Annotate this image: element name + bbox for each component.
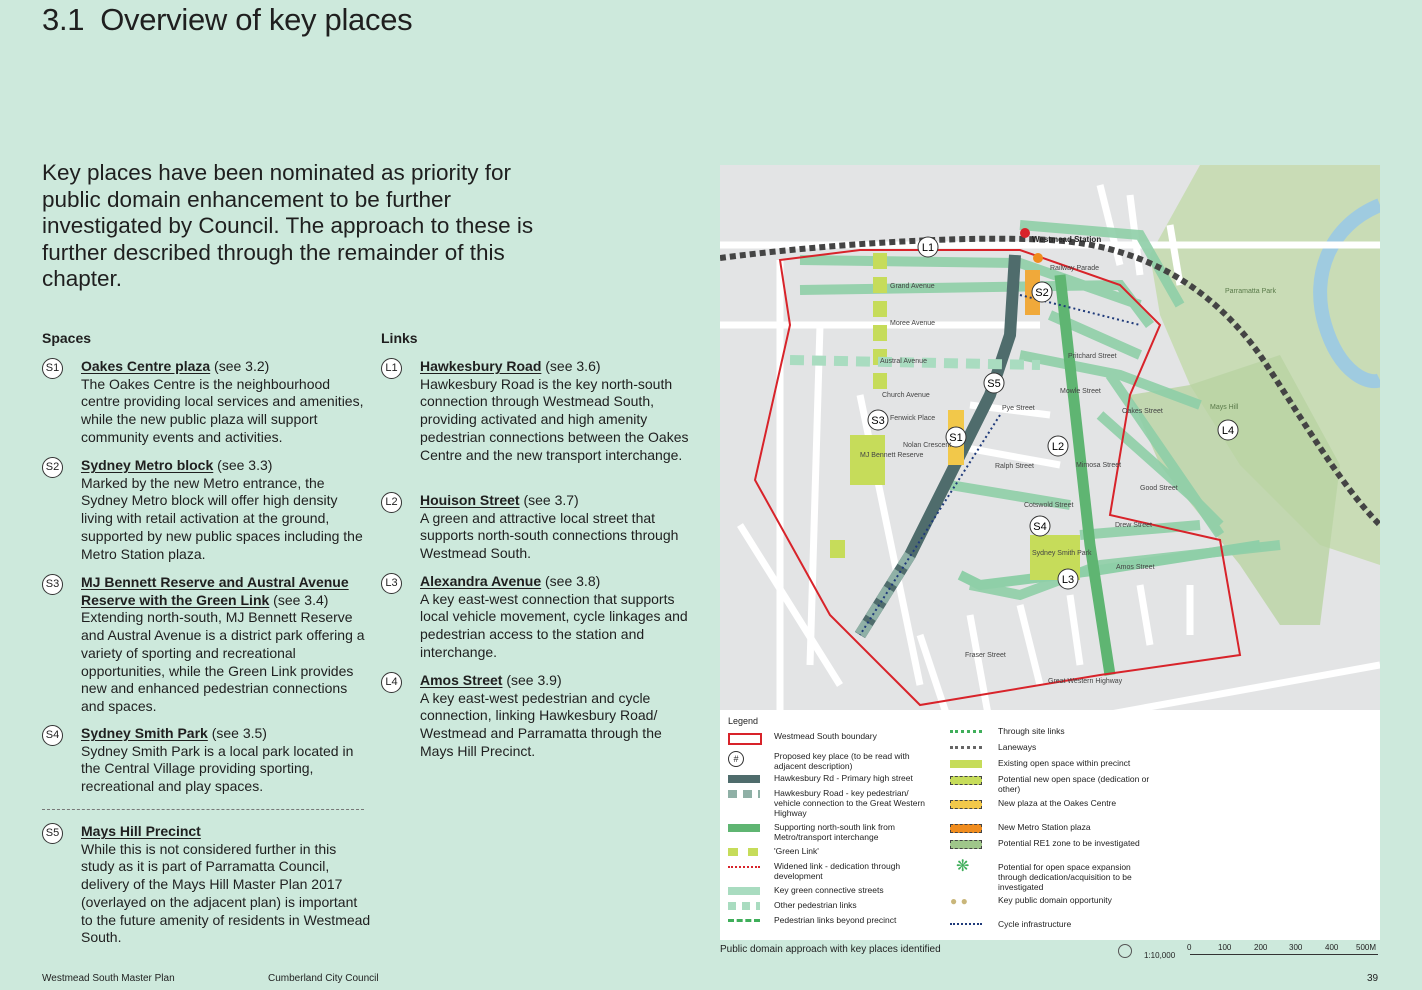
svg-text:Railway Parade: Railway Parade — [1050, 265, 1100, 272]
svg-text:Mowle Street: Mowle Street — [1060, 388, 1101, 395]
svg-text:Cotswold Street: Cotswold Street — [1024, 502, 1074, 509]
marker-s2[interactable] — [1032, 282, 1052, 302]
svg-text:Oakes Street: Oakes Street — [1122, 408, 1163, 415]
park-label: Parramatta Park — [1225, 288, 1276, 295]
s1-desc: The Oakes Centre is the neighbourhood centre providing local services and amenities, while the new public plaza will support community events and activities. — [81, 375, 364, 445]
map-caption: Public domain approach with key places identified — [720, 944, 941, 955]
page-number: 39 — [1367, 973, 1379, 984]
svg-text:Nolan Crescent: Nolan Crescent — [903, 442, 952, 449]
svg-text:Grand Avenue: Grand Avenue — [890, 283, 935, 290]
svg-text:S3: S3 — [871, 415, 885, 427]
s4-ref: (see 3.5) — [207, 725, 267, 741]
l1-link[interactable]: Hawkesbury Road — [420, 358, 542, 374]
s2-ref: (see 3.3) — [213, 457, 273, 473]
svg-text:Ralph Street: Ralph Street — [995, 463, 1034, 470]
scale-ratio: 1:10,000 — [1144, 951, 1176, 960]
marker-l3[interactable] — [918, 237, 938, 257]
open-space-parcel — [830, 540, 845, 558]
s4-link[interactable]: Sydney Smith Park — [81, 725, 208, 741]
l2-link[interactable]: Houison Street — [420, 492, 520, 508]
mays-hill-label: Mays Hill — [1210, 404, 1239, 411]
s1-link[interactable]: Oakes Centre plaza — [81, 358, 211, 374]
svg-text:L4: L4 — [1221, 425, 1235, 437]
space-entry-s4 — [45, 725, 371, 796]
footer-doc: Westmead South Master Plan — [42, 973, 175, 984]
dots-icon: ● ● — [950, 894, 968, 908]
s3-desc: Extending north-south, MJ Bennett Reserve and Austral Avenue is a district park offering a variety of sporting and recreational opportunities, while the Green Link provides new and enhanced pedestrian connections and spaces. — [81, 609, 365, 714]
svg-text:Mimosa Street: Mimosa Street — [1076, 462, 1122, 469]
s4-badge: S4 — [42, 725, 63, 746]
svg-text:L1: L1 — [921, 242, 935, 254]
legend-left-column: Westmead South boundary # Proposed key place (to be read with adjacent description) Hawkesbury Rd - Primary high street Hawkesbury Road - key pedestrian/ vehicle connection to the Great Western Highway Supporting north-south link from Metro/transport interchange 'Green Link' Widened link - dedication through development Key green connective streets Other pedestrian links Pedestrian links beyond precinct — [728, 731, 938, 930]
svg-text:Good Street: Good Street — [1140, 485, 1178, 492]
s5-badge: S5 — [42, 823, 63, 844]
link-entry-l1 — [385, 358, 695, 464]
svg-text:Austral Avenue: Austral Avenue — [880, 358, 927, 365]
space-entry-s2 — [45, 457, 371, 563]
l3-link[interactable]: Alexandra Avenue — [420, 573, 542, 589]
s3-badge: S3 — [42, 574, 63, 595]
svg-text:S1: S1 — [949, 432, 963, 444]
svg-text:Church Avenue: Church Avenue — [882, 392, 930, 399]
spaces-heading: Spaces — [42, 330, 92, 346]
space-entry-s1 — [45, 358, 371, 447]
map-scale: 1:10,000 0 100 200 300 400 500M — [1118, 942, 1380, 968]
s2-desc: Marked by the new Metro entrance, the Sydney Metro block will offer high density living with retail activation at the ground, supported by new public spaces including the Metro Station plaza. — [81, 474, 363, 562]
link-entry-l3 — [385, 573, 695, 662]
svg-text:Great Western Highway: Great Western Highway — [1048, 678, 1123, 685]
svg-text:S2: S2 — [1035, 287, 1049, 299]
svg-text:MJ Bennett Reserve: MJ Bennett Reserve — [860, 452, 924, 459]
s2-badge: S2 — [42, 457, 63, 478]
scale-bar — [1190, 954, 1378, 955]
l3-desc: A key east-west connection that supports local vehicle movement, cycle linkages and pedestrian access to the station and interchange. — [420, 590, 688, 660]
marker-l2[interactable] — [1048, 436, 1068, 456]
link-entry-l4 — [385, 672, 695, 761]
section-title: Overview of key places — [100, 2, 413, 37]
s3-ref: (see 3.4) — [269, 591, 329, 608]
mj-bennett-reserve — [850, 435, 885, 485]
link-entry-l2 — [385, 492, 695, 563]
l4-ref: (see 3.9) — [502, 672, 562, 688]
svg-text:Sydney Smith Park: Sydney Smith Park — [1032, 550, 1092, 557]
svg-text:Pye Street: Pye Street — [1002, 405, 1035, 412]
divider — [42, 809, 364, 810]
svg-text:Moree Avenue: Moree Avenue — [890, 320, 936, 327]
svg-text:Pritchard Street: Pritchard Street — [1068, 353, 1117, 360]
l2-badge: L2 — [381, 492, 402, 513]
l3-ref: (see 3.8) — [541, 573, 601, 589]
train-icon — [1033, 253, 1043, 263]
asterisk-icon: ❋ — [956, 858, 970, 875]
marker-s5[interactable] — [1218, 420, 1238, 440]
s1-badge: S1 — [42, 358, 63, 379]
station-label: Westmead Station — [1032, 235, 1102, 244]
north-arrow-icon — [1118, 944, 1132, 958]
legend-title: Legend — [728, 716, 759, 726]
space-entry-s3 — [45, 574, 371, 716]
s2-link[interactable]: Sydney Metro block — [81, 457, 214, 473]
svg-text:S4: S4 — [1033, 521, 1047, 533]
l4-desc: A key east-west pedestrian and cycle connection, linking Hawkesbury Road/ Westmead and Parramatta through the Mays Hill Precinct. — [420, 689, 662, 759]
l1-badge: L1 — [381, 358, 402, 379]
intro-paragraph: Key places have been nominated as priority for public domain enhancement to be further investigated by Council. The approach to these is further described through the remainder of this chapter. — [42, 160, 534, 291]
svg-text:Fenwick Place: Fenwick Place — [890, 415, 936, 422]
page-title — [42, 2, 412, 38]
svg-text:L3: L3 — [1061, 574, 1075, 586]
svg-text:Amos Street: Amos Street — [1116, 564, 1155, 571]
marker-s4[interactable] — [1030, 516, 1050, 536]
l2-ref: (see 3.7) — [519, 492, 579, 508]
space-entry-s5 — [45, 823, 371, 947]
s1-ref: (see 3.2) — [210, 358, 270, 374]
svg-text:S5: S5 — [987, 378, 1001, 390]
l3-badge: L3 — [381, 573, 402, 594]
l1-desc: Hawkesbury Road is the key north-south connection through Westmead South, providing activated and high amenity pedestrian connections between the Oakes Centre and the new transport interchange. — [420, 375, 689, 463]
l2-desc: A green and attractive local street that supports north-south connections through Westmead South. — [420, 509, 679, 562]
s5-link[interactable]: Mays Hill Precinct — [81, 823, 201, 839]
legend-right-column: Through site links Laneways Existing open space within precinct Potential new open space (dedication or other) New plaza at the Oakes Centre New Metro Station plaza Potential RE1 zone to be investigated ❋ Potential for open space expansion through dedication/acquisition to be investigated ● ● Key public domain opportunity Cycle infrastructure — [950, 726, 1150, 929]
svg-text:Drew Street: Drew Street — [1115, 522, 1152, 529]
links-heading: Links — [381, 330, 418, 346]
marker-s3[interactable] — [868, 410, 888, 430]
marker-l4[interactable] — [1058, 569, 1078, 589]
s5-desc: While this is not considered further in this study as it is part of Parramatta Council, delivery of the Mays Hill Master Plan 2017 (overlayed on the adjacent plan) is important to the future amenity of residents in Westmead South. — [81, 840, 371, 946]
l4-link[interactable]: Amos Street — [420, 672, 503, 688]
marker-l1[interactable] — [984, 373, 1004, 393]
svg-text:L2: L2 — [1051, 441, 1065, 453]
station-icon — [1020, 228, 1030, 238]
map-legend — [728, 716, 1378, 936]
section-number: 3.1 — [42, 2, 85, 37]
l1-ref: (see 3.6) — [541, 358, 601, 374]
s3-link[interactable]: MJ Bennett Reserve and Austral Avenue Reserve with the Green Link — [81, 574, 349, 608]
l4-badge: L4 — [381, 672, 402, 693]
s4-desc: Sydney Smith Park is a local park located in the Central Village providing sporting, recreational and play spaces. — [81, 742, 354, 795]
footer-council: Cumberland City Council — [268, 973, 379, 984]
svg-text:Fraser Street: Fraser Street — [965, 652, 1006, 659]
